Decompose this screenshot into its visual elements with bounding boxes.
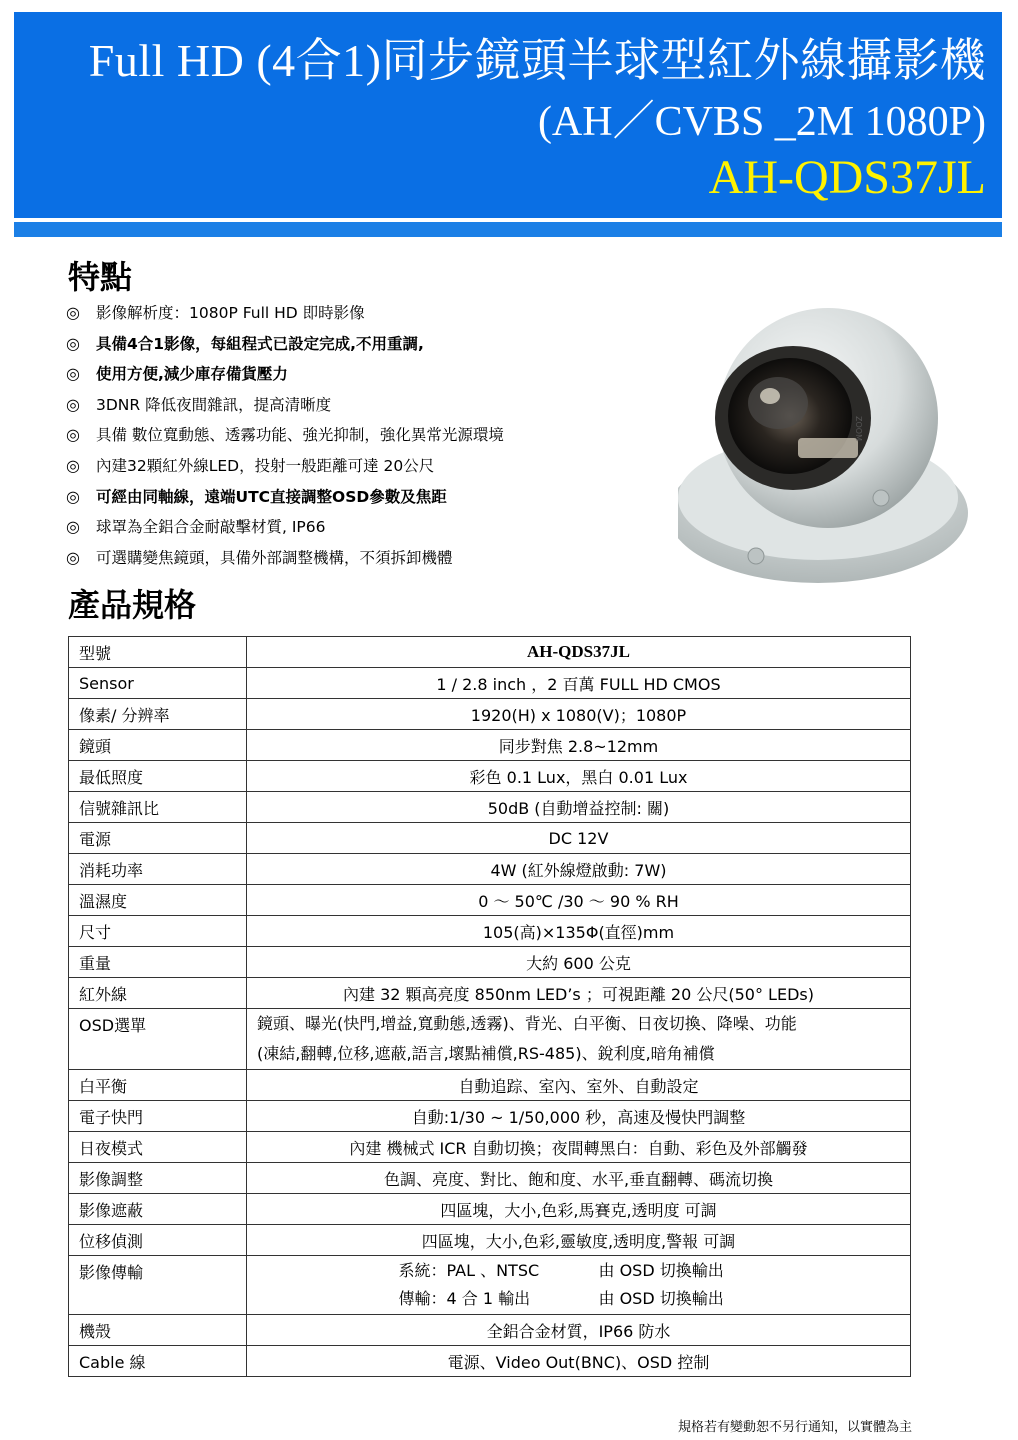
spec-value: 彩色 0.1 Lux，黑白 0.01 Lux bbox=[247, 761, 911, 792]
spec-value: 50dB (自動增益控制: 關) bbox=[247, 792, 911, 823]
spec-label: 紅外線 bbox=[69, 978, 247, 1009]
specs-heading: 產品規格 bbox=[68, 586, 197, 624]
spec-value: 內建 機械式 ICR 自動切換；夜間轉黑白：自動、彩色及外部觸發 bbox=[247, 1132, 911, 1163]
spec-label: 信號雜訊比 bbox=[69, 792, 247, 823]
features-heading: 特點 bbox=[68, 258, 133, 296]
spec-label: 電源 bbox=[69, 823, 247, 854]
feature-text: 球罩為全鋁合金耐敲擊材質, IP66 bbox=[96, 518, 326, 537]
feature-text: 可選購變焦鏡頭，具備外部調整機構，不須拆卸機體 bbox=[96, 548, 453, 567]
product-model: AH-QDS37JL bbox=[708, 151, 986, 204]
spec-label: 影像遮蔽 bbox=[69, 1194, 247, 1225]
spec-value bbox=[247, 1009, 911, 1070]
spec-label: 溫濕度 bbox=[69, 885, 247, 916]
spec-value: 0 ～ 50℃ /30 ～ 90 % RH bbox=[247, 885, 911, 916]
spec-value: 電源、Video Out(BNC)、OSD 控制 bbox=[247, 1346, 911, 1377]
bullet-icon: ◎ bbox=[66, 425, 80, 445]
spec-label: 型號 bbox=[69, 637, 247, 668]
header-stripe bbox=[14, 222, 1002, 237]
spec-label: 影像調整 bbox=[69, 1163, 247, 1194]
spec-value: 4W (紅外線燈啟動: 7W) bbox=[247, 854, 911, 885]
spec-row bbox=[69, 1194, 911, 1225]
feature-text: 具備4合1影像，每組程式已設定完成,不用重調, bbox=[96, 334, 424, 353]
spec-row bbox=[69, 1256, 911, 1315]
feature-text: 使用方便,減少庫存備貨壓力 bbox=[96, 365, 288, 384]
spec-value: 1920(H) x 1080(V)；1080P bbox=[247, 699, 911, 730]
spec-label: 白平衡 bbox=[69, 1070, 247, 1101]
spec-row bbox=[69, 1070, 911, 1101]
features-list bbox=[66, 298, 686, 573]
spec-label: 尺寸 bbox=[69, 916, 247, 947]
feature-item bbox=[66, 451, 686, 482]
feature-item bbox=[66, 512, 686, 543]
spec-value: 色調、亮度、對比、飽和度、水平,垂直翻轉、碼流切換 bbox=[247, 1163, 911, 1194]
spec-value: 同步對焦 2.8~12mm bbox=[247, 730, 911, 761]
spec-row bbox=[69, 854, 911, 885]
spec-value-part: 傳輸：4 合 1 輸出 bbox=[398, 1289, 531, 1308]
spec-row bbox=[69, 823, 911, 854]
spec-value: 內建 32 顆高亮度 850nm LED’s ；可視距離 20 公尺(50° LEDs) bbox=[247, 978, 911, 1009]
spec-value: DC 12V bbox=[247, 823, 911, 854]
spec-row bbox=[69, 761, 911, 792]
feature-item bbox=[66, 329, 686, 360]
bullet-icon: ◎ bbox=[66, 517, 80, 537]
spec-value bbox=[247, 1256, 911, 1315]
spec-label: 消耗功率 bbox=[69, 854, 247, 885]
spec-label: Cable 線 bbox=[69, 1346, 247, 1377]
feature-item bbox=[66, 482, 686, 513]
spec-value-line: (凍結,翻轉,位移,遮蔽,語言,壞點補償,RS-485)、銳利度,暗角補償 bbox=[257, 1044, 715, 1063]
spec-label: 像素/ 分辨率 bbox=[69, 699, 247, 730]
spec-value-part: 由 OSD 切換輸出 bbox=[598, 1289, 724, 1308]
spec-row bbox=[69, 916, 911, 947]
spec-value: 自動追踪、室內、室外、自動設定 bbox=[247, 1070, 911, 1101]
bullet-icon: ◎ bbox=[66, 486, 80, 506]
dome-camera-photo bbox=[678, 298, 998, 598]
header-banner bbox=[14, 12, 1002, 218]
spec-row bbox=[69, 1009, 911, 1070]
spec-value: 自動:1/30 ~ 1/50,000 秒，高速及慢快門調整 bbox=[247, 1101, 911, 1132]
product-subtitle: (AH／CVBS _2M 1080P) bbox=[537, 99, 986, 145]
spec-label: 日夜模式 bbox=[69, 1132, 247, 1163]
feature-item bbox=[66, 390, 686, 421]
header-stripe-gap bbox=[14, 220, 1002, 222]
spec-value: 1 / 2.8 inch ，2 百萬 FULL HD CMOS bbox=[247, 668, 911, 699]
spec-row bbox=[69, 1346, 911, 1377]
bullet-icon: ◎ bbox=[66, 394, 80, 414]
bullet-icon: ◎ bbox=[66, 333, 80, 353]
spec-label: 機殼 bbox=[69, 1315, 247, 1346]
zoom-label: ZOOM bbox=[854, 416, 863, 441]
feature-text: 具備 數位寬動態、透霧功能、強光抑制，強化異常光源環境 bbox=[96, 426, 504, 445]
spec-row bbox=[69, 885, 911, 916]
feature-item bbox=[66, 359, 686, 390]
spec-label: 最低照度 bbox=[69, 761, 247, 792]
spec-row bbox=[69, 1101, 911, 1132]
bullet-icon: ◎ bbox=[66, 364, 80, 384]
spec-row bbox=[69, 792, 911, 823]
spec-value: 大約 600 公克 bbox=[247, 947, 911, 978]
footer-note: 規格若有變動恕不另行通知，以實體為主 bbox=[677, 1420, 912, 1435]
spec-value: 105(高)×135Φ(直徑)mm bbox=[247, 916, 911, 947]
product-title: Full HD (4合1)同步鏡頭半球型紅外線攝影機 bbox=[88, 35, 986, 86]
spec-label: 重量 bbox=[69, 947, 247, 978]
spec-row bbox=[69, 1163, 911, 1194]
feature-text: 3DNR 降低夜間雜訊，提高清晰度 bbox=[96, 395, 332, 414]
spec-label: 位移偵測 bbox=[69, 1225, 247, 1256]
spec-value: 四區塊，大小,色彩,馬賽克,透明度 可調 bbox=[247, 1194, 911, 1225]
spec-label: Sensor bbox=[69, 668, 247, 699]
spec-value-part: 由 OSD 切換輸出 bbox=[598, 1261, 724, 1280]
feature-text: 影像解析度：1080P Full HD 即時影像 bbox=[96, 304, 365, 322]
feature-text: 可經由同軸線，遠端UTC直接調整OSD參數及焦距 bbox=[96, 487, 447, 506]
spec-label: OSD選單 bbox=[69, 1009, 247, 1070]
spec-row bbox=[69, 699, 911, 730]
spec-label: 電子快門 bbox=[69, 1101, 247, 1132]
spec-row bbox=[69, 637, 911, 668]
spec-value-part: 系統：PAL 、NTSC bbox=[398, 1261, 540, 1280]
feature-item bbox=[66, 420, 686, 451]
spec-row bbox=[69, 668, 911, 699]
spec-label: 影像傳輸 bbox=[69, 1256, 247, 1315]
spec-table bbox=[68, 636, 911, 1377]
feature-text: 內建32顆紅外線LED，投射一般距離可達 20公尺 bbox=[96, 456, 435, 475]
spec-row bbox=[69, 730, 911, 761]
bullet-icon: ◎ bbox=[66, 303, 80, 322]
spec-row bbox=[69, 1132, 911, 1163]
feature-item bbox=[66, 543, 686, 574]
spec-value-line: 鏡頭、曝光(快門,增益,寬動態,透霧)、背光、白平衡、日夜切換、降噪、功能 bbox=[257, 1014, 797, 1033]
spec-row bbox=[69, 947, 911, 978]
feature-item bbox=[66, 298, 686, 329]
spec-row bbox=[69, 978, 911, 1009]
spec-label: 鏡頭 bbox=[69, 730, 247, 761]
bullet-icon: ◎ bbox=[66, 547, 80, 567]
spec-row bbox=[69, 1225, 911, 1256]
spec-value: AH-QDS37JL bbox=[247, 637, 911, 668]
spec-row bbox=[69, 1315, 911, 1346]
spec-value: 四區塊，大小,色彩,靈敏度,透明度,警報 可調 bbox=[247, 1225, 911, 1256]
spec-value: 全鋁合金材質，IP66 防水 bbox=[247, 1315, 911, 1346]
bullet-icon: ◎ bbox=[66, 455, 80, 475]
